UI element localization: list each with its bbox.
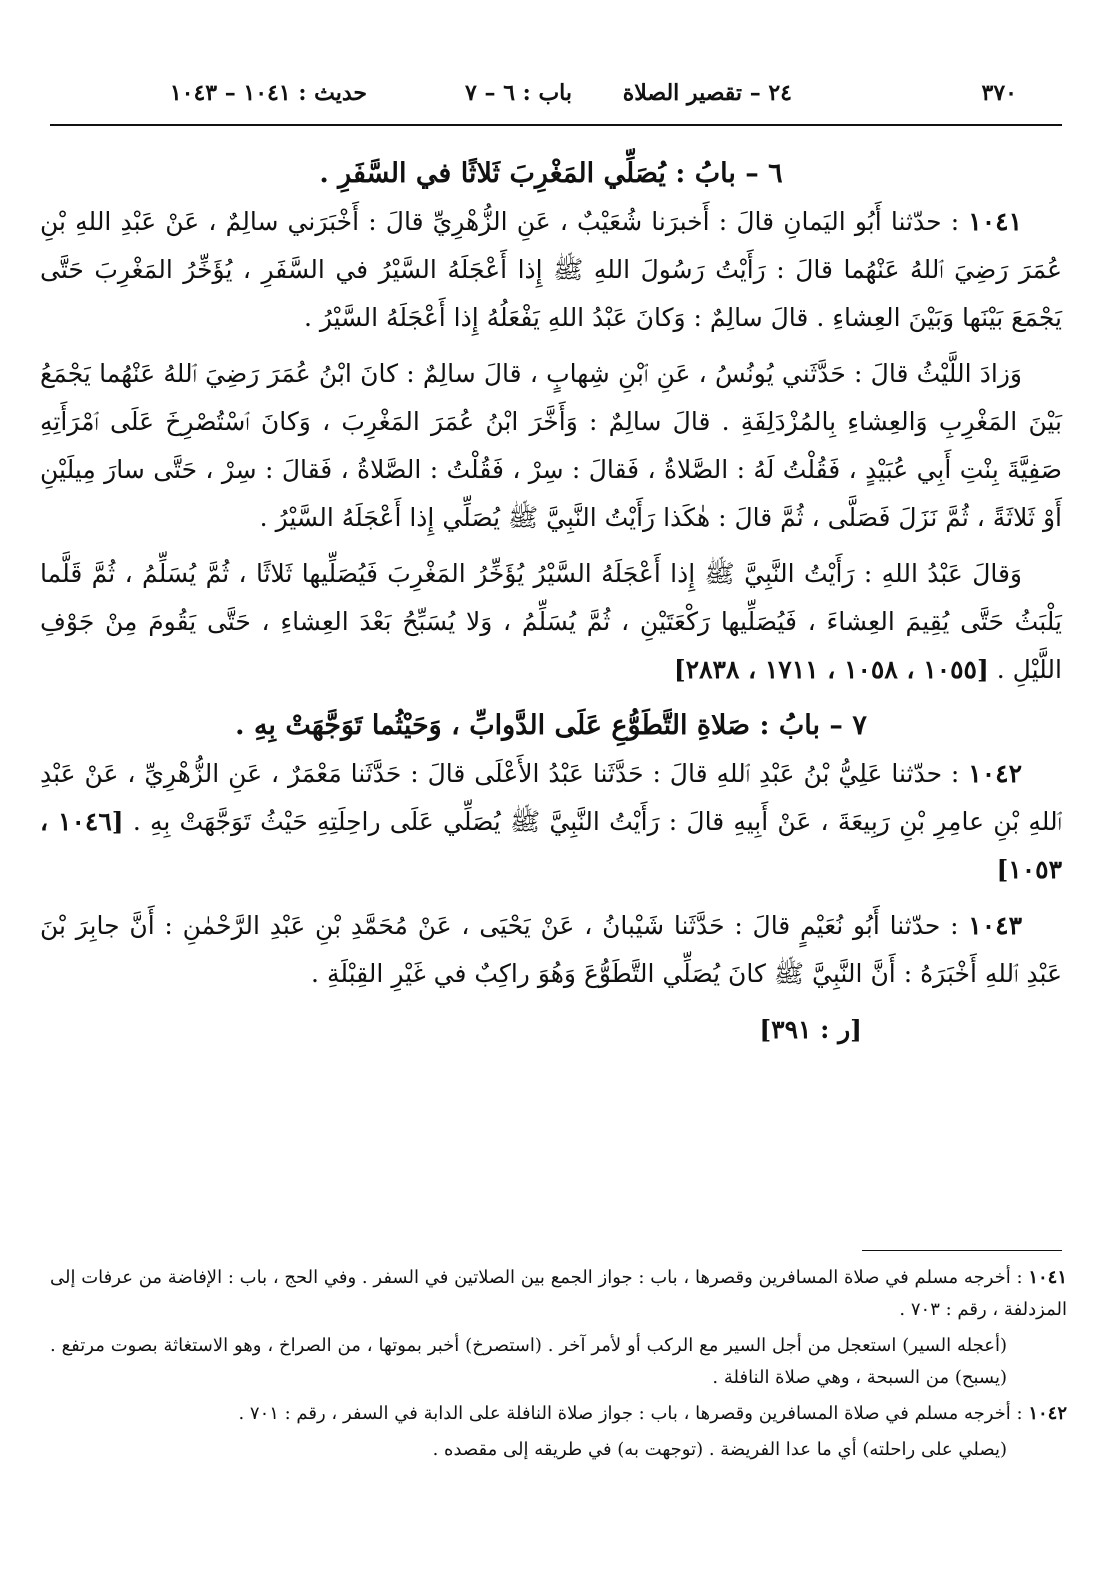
chapter-heading-6: ٦ – بابُ : يُصَلِّي المَغْرِبَ ثَلاثًا في السَّفَرِ . [319,158,783,189]
hadith-text: وَقالَ عَبْدُ اللهِ : رَأَيْتُ النَّبِيَّ ﷺ إِذا أَعْجَلَهُ السَّيْرُ يُؤَخِّرُ المَغْرِبَ فَيُصَلِّيها ثَلاثًا ، ثُمَّ يُسَلِّمُ ، ثُمَّ قَلَّما يَلْبَثُ حَتَّى يُقِيمَ العِشاءَ ، فَيُصَلِّيها رَكْعَتَيْنِ ، ثُمَّ يُسَلِّمُ ، وَلا يُسَبِّحُ بَعْدَ العِشاءِ ، حَتَّى يَقُومَ مِنْ جَوْفِ اللَّيْلِ . [40,559,1062,684]
footnote-1042-glossary: (يصلي على راحلته) أي ما عدا الفريضة . (توجهت به) في طريقه إلى مقصده . [432,1439,1007,1460]
hadith-text: : حدّثنا أَبُو اليَمانِ قالَ : أَخبرَنا شُعَيْبٌ ، عَنِ الزُّهْرِيِّ قالَ : أَخْبَرَني سالِمٌ ، عَنْ عَبْدِ اللهِ بْنِ عُمَرَ رَضِيَ ٱللهُ عَنْهُما قالَ : رَأَيْتُ رَسُولَ اللهِ ﷺ إِذا أَعْجَلَهُ السَّيْرُ في السَّفَرِ ، يُؤَخِّرُ المَغْرِبَ حَتَّى يَجْمَعَ بَيْنَها وَبَيْنَ العِشاءِ . قالَ سالِمٌ : وَكانَ عَبْدُ اللهِ يَفْعَلُهُ إِذا أَعْجَلَهُ السَّيْرُ . [40,207,1062,332]
cross-references: [ر : ٣٩١] [759,1015,862,1044]
footnote-divider [862,1250,1062,1251]
hadith-text: : حدّثنا أَبُو نُعَيْمٍ قالَ : حَدَّثَنا شَيْبانُ ، عَنْ يَحْيَى ، عَنْ مُحَمَّدِ بْنِ عَبْدِ الرَّحْمٰنِ : أَنَّ جابِرَ بْنَ عَبْدِ ٱللهِ أَخْبَرَهُ : أَنَّ النَّبِيَّ ﷺ كانَ يُصَلِّي التَّطَوُّعَ وَهُوَ راكِبٌ في غَيْرِ القِبْلَةِ . [40,911,1062,988]
hadith-1041-abdullah [40,550,1062,694]
main-text [40,150,1062,1054]
footnote-1042 [50,1398,1067,1430]
footnote-number: ١٠٤١ [1028,1267,1067,1288]
hadith-number: ١٠٤١ [968,207,1022,236]
hadith-number: ١٠٤٣ [968,911,1022,940]
header-divider [50,124,1062,126]
footnotes [50,1262,1067,1470]
footnote-text: : أخرجه مسلم في صلاة المسافرين وقصرها ، باب : جواز الجمع بين الصلاتين في السفر . وفي الحج ، باب : الإفاضة من عرفات إلى المزدلفة ، رقم : ٧٠٣ . [50,1267,1067,1320]
page-number: ٣٧٠ [981,80,1017,106]
book-title: ٢٤ – تقصير الصلاة [622,80,792,106]
hadith-text: : حدّثنا عَلِيُّ بْنُ عَبْدِ ٱللهِ قالَ : حَدَّثَنا عَبْدُ الأَعْلَى قالَ : حَدَّثَنا مَعْمَرٌ ، عَنِ الزُّهْرِيِّ ، عَنْ عَبْدِ ٱللهِ بْنِ عامِرِ بْنِ رَبِيعَةَ ، عَنْ أَبِيهِ قالَ : رَأَيْتُ النَّبِيَّ ﷺ يُصَلِّي عَلَى راحِلَتِهِ حَيْثُ تَوَجَّهَتْ بِهِ . [40,759,1062,836]
chapter-heading-7: ٧ – بابُ : صَلاةِ التَّطَوُّعِ عَلَى الدَّوابِّ ، وَحَيْثُما تَوَجَّهَتْ بِهِ . [235,710,867,741]
footnote-1041-glossary: (أعجله السير) استعجل من أجل السير مع الركب أو لأمر آخر . (استصرخ) أخبر بموتها ، من الصراخ ، وهو الاستغاثة بصوت مرتفع . (يسبح) من السبحة ، وهي صلاة النافلة . [50,1335,1007,1388]
footnote-number: ١٠٤٢ [1028,1403,1067,1424]
running-header [55,76,1057,116]
footnote-1041 [50,1262,1067,1326]
cross-references: [١٠٤٦ ، ١٠٥٣] [40,807,1062,884]
hadith-1041-layth: وَزادَ اللَّيْثُ قالَ : حَدَّثَني يُونُسُ ، عَنِ ٱبْنِ شِهابٍ ، قالَ سالِمٌ : كانَ ابْنُ عُمَرَ رَضِيَ ٱللهُ عَنْهُما يَجْمَعُ بَيْنَ المَغْرِبِ وَالعِشاءِ بِالمُزْدَلِفَةِ . قالَ سالِمٌ : وَأَخَّرَ ابْنُ عُمَرَ المَغْرِبَ ، وَكانَ ٱسْتُصْرِخَ عَلَى ٱمْرَأَتِهِ صَفِيَّةَ بِنْتِ أَبِي عُبَيْدٍ ، فَقُلْتُ لَهُ : الصَّلاةُ ، فَقالَ : سِرْ ، فَقُلْتُ : الصَّلاةُ ، فَقالَ : سِرْ ، حَتَّى سارَ مِيلَيْنِ أَوْ ثَلاثَةً ، ثُمَّ نَزَلَ فَصَلَّى ، ثُمَّ قالَ : هٰكَذا رَأَيْتُ النَّبِيَّ ﷺ يُصَلِّي إِذا أَعْجَلَهُ السَّيْرُ . [40,359,1062,532]
hadith-number: ١٠٤٢ [968,759,1023,788]
cross-references: [١٠٥٥ ، ١٠٥٨ ، ١٧١١ ، ٢٨٣٨] [673,655,989,684]
hadith-range: حديث : ١٠٤١ – ١٠٤٣ [169,80,367,106]
footnote-text: : أخرجه مسلم في صلاة المسافرين وقصرها ، باب : جواز صلاة النافلة على الدابة في السفر ، رقم : ٧٠١ . [238,1403,1023,1424]
hadith-1043 [40,902,1062,998]
bab-range: باب : ٦ – ٧ [465,80,572,106]
hadith-1041 [40,198,1062,342]
hadith-1042 [40,750,1062,894]
